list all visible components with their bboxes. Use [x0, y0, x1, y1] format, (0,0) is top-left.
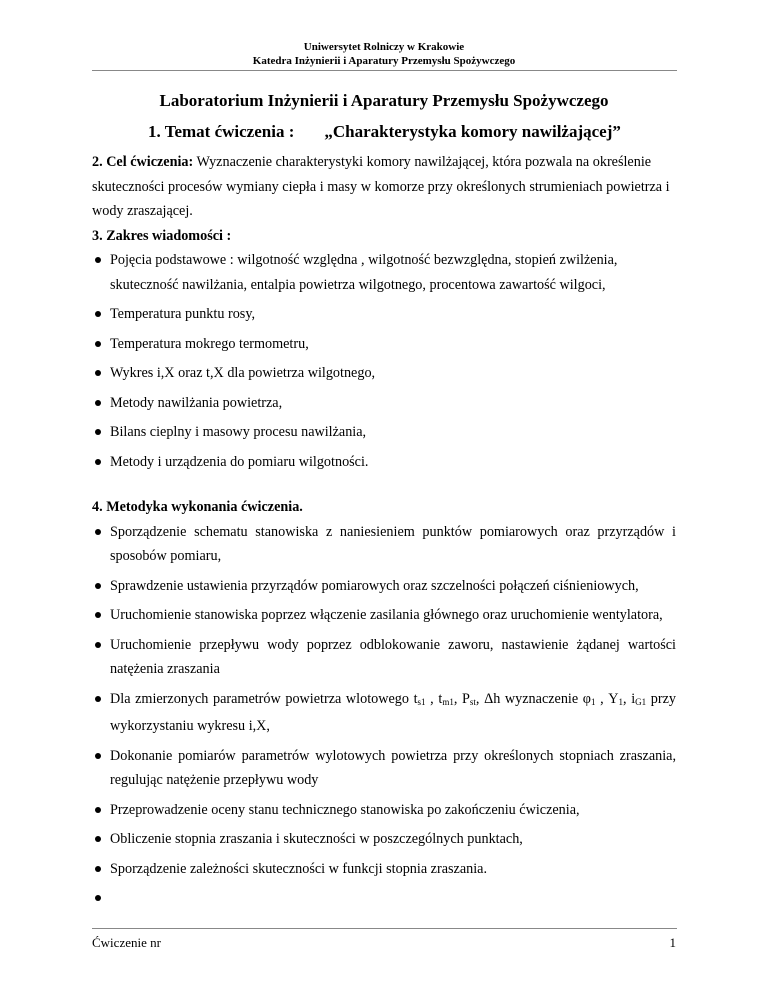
- list-item-formula: Dla zmierzonych parametrów powietrza wlotowego $t_{s1}$ , $t_{m1}$, $P_{st}$, Δh wyznaczenie $\varphi_1$ , $Y_1$, $i_{G1}$ przy wykorzystaniu wykresu i,X,: [92, 687, 676, 739]
- method-list: [92, 520, 676, 911]
- bullet-icon: [95, 459, 101, 465]
- bullet-icon: [95, 807, 101, 813]
- list-item: Przeprowadzenie oceny stanu technicznego stanowiska po zakończeniu ćwiczenia,: [92, 798, 676, 823]
- bullet-icon: [95, 753, 101, 759]
- list-item: Pojęcia podstawowe : wilgotność względna , wilgotność bezwzględna, stopień zwilżenia, skuteczność nawilżania, entalpia powietrza wilgotnego, procentowa zawartość wilgoci,: [92, 248, 676, 297]
- bullet-icon: [95, 370, 101, 376]
- footer-exercise-number: Ćwiczenie nr: [92, 935, 161, 950]
- header-department: Katedra Inżynierii i Aparatury Przemysłu Spożywczego: [252, 55, 516, 67]
- list-item: Sprawdzenie ustawienia przyrządów pomiarowych oraz szczelności połączeń ciśnieniowych,: [92, 574, 676, 599]
- list-item: Metody i urządzenia do pomiaru wilgotności.: [92, 450, 676, 475]
- scope-heading: 3. Zakres wiadomości :: [92, 227, 232, 244]
- list-item: Obliczenie stopnia zraszania i skuteczności w poszczególnych punktach,: [92, 827, 676, 852]
- page-header: [92, 40, 676, 68]
- header-divider: [92, 70, 677, 71]
- list-item-empty: [92, 886, 676, 911]
- bullet-icon: [95, 257, 101, 263]
- bullet-icon: [95, 866, 101, 872]
- method-heading: 4. Metodyka wykonania ćwiczenia.: [92, 499, 303, 515]
- list-item: Temperatura punktu rosy,: [92, 302, 676, 327]
- footer-divider: [92, 928, 677, 929]
- bullet-icon: [95, 341, 101, 347]
- bullet-icon: [95, 895, 101, 901]
- list-item: Dokonanie pomiarów parametrów wylotowych powietrza przy określonych stopniach zraszania, regulując natężenie przepływu wody: [92, 744, 676, 793]
- scope-list: [92, 248, 676, 474]
- list-item: Sporządzenie schematu stanowiska z naniesieniem punktów pomiarowych oraz przyrządów i sposobów pomiaru,: [92, 520, 676, 569]
- bullet-icon: [95, 836, 101, 842]
- topic-label: 1. Temat ćwiczenia :: [148, 122, 295, 141]
- topic-name: „Charakterystyka komory nawilżającej”: [324, 122, 621, 141]
- list-item: Bilans cieplny i masowy procesu nawilżania,: [92, 420, 676, 445]
- lab-title: Laboratorium Inżynierii i Aparatury Przemysłu Spożywczego: [159, 91, 609, 110]
- list-item: Metody nawilżania powietrza,: [92, 391, 676, 416]
- list-item: Uruchomienie stanowiska poprzez włączenie zasilania głównego oraz uruchomienie wentylatora,: [92, 603, 676, 628]
- bullet-icon: [95, 612, 101, 618]
- topic-line: [148, 122, 621, 142]
- goal-label: 2. Cel ćwiczenia:: [92, 154, 194, 170]
- bullet-icon: [95, 429, 101, 435]
- goal-text: Wyznaczenie charakterystyki komory nawilżającej, która pozwala na określenie skuteczności procesów wymiany ciepła i masy w komorze przy określonych strumieniach powietrza i wody zraszającej.: [92, 154, 670, 219]
- goal-paragraph: [92, 150, 676, 224]
- document-body: [92, 150, 676, 916]
- bullet-icon: [95, 696, 101, 702]
- list-item: Uruchomienie przepływu wody poprzez odblokowanie zaworu, nastawienie żądanej wartości natężenia zraszania: [92, 633, 676, 682]
- header-university: Uniwersytet Rolniczy w Krakowie: [303, 41, 465, 53]
- page-number: 1: [669, 935, 676, 950]
- bullet-icon: [95, 583, 101, 589]
- list-item: Wykres i,X oraz t,X dla powietrza wilgotnego,: [92, 361, 676, 386]
- list-item: Sporządzenie zależności skuteczności w funkcji stopnia zraszania.: [92, 857, 676, 882]
- bullet-icon: [95, 642, 101, 648]
- bullet-icon: [95, 400, 101, 406]
- list-item: Temperatura mokrego termometru,: [92, 332, 676, 357]
- bullet-icon: [95, 529, 101, 535]
- bullet-icon: [95, 311, 101, 317]
